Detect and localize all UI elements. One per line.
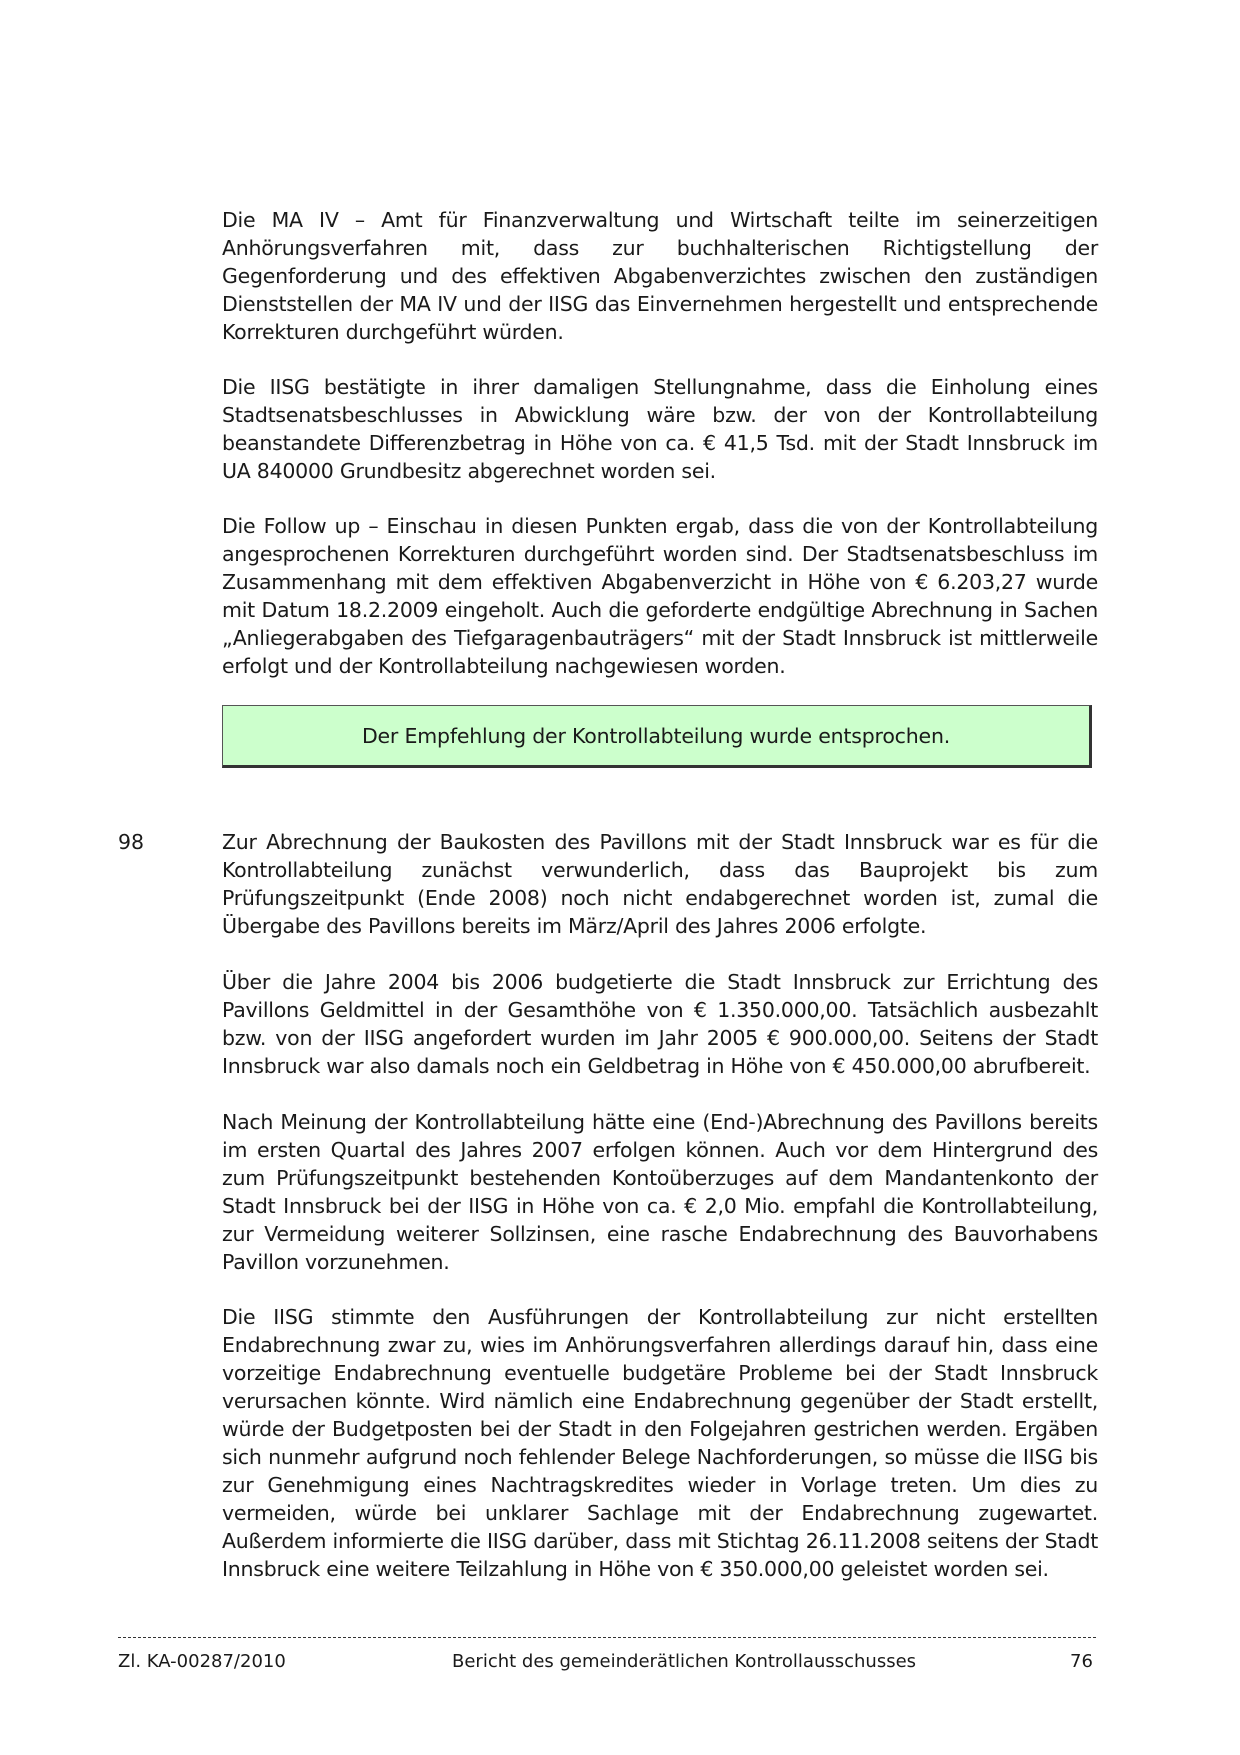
recommendation-box bbox=[222, 705, 1092, 768]
paragraph-budget-years: Über die Jahre 2004 bis 2006 budgetierte die Stadt Innsbruck zur Errichtung des Pavillons Geldmittel in der Gesamthöhe von € 1.350.000,00. Tatsächlich ausbezahlt bzw. von der IISG angefordert wurden im Jahr 2005 € 900.000,00. Seitens der Stadt Innsbruck war also damals noch ein Geldbetrag in Höhe von € 450.000,00 abrufbereit. bbox=[222, 970, 1098, 1078]
footer-reference: Zl. KA-00287/2010 bbox=[118, 1651, 286, 1672]
recommendation-text: Der Empfehlung der Kontrollabteilung wurde entsprochen. bbox=[361, 723, 951, 748]
paragraph-pavillon-billing: Zur Abrechnung der Baukosten des Pavillons mit der Stadt Innsbruck war es für die Kontrollabteilung zunächst verwunderlich, dass das Bauprojekt bis zum Prüfungszeitpunkt (Ende 2008) noch nicht endabgerechnet worden ist, zumal die Übergabe des Pavillons bereits im März/April des Jahres 2006 erfolgte. bbox=[222, 830, 1098, 938]
footer-divider bbox=[118, 1637, 1096, 1638]
page-number: 76 bbox=[1070, 1651, 1093, 1672]
paragraph-ma-iv-statement: Die MA IV – Amt für Finanzverwaltung und Wirtschaft teilte im seinerzeitigen Anhörungsverfahren mit, dass zur buchhalterischen Richtigstellung der Gegenforderung und des effektiven Abgabenverzichtes zwischen den zuständigen Dienststellen der MA IV und der IISG das Einvernehmen hergestellt und entsprechende Korrekturen durchgeführt würden. bbox=[222, 208, 1098, 344]
section-number: 98 bbox=[118, 830, 145, 854]
paragraph-control-opinion: Nach Meinung der Kontrollabteilung hätte eine (End-)Abrechnung des Pavillons bereits im ersten Quartal des Jahres 2007 erfolgen können. Auch vor dem Hintergrund des zum Prüfungszeitpunkt bestehenden Kontoüberzuges auf dem Mandantenkonto der Stadt Innsbruck bei der IISG in Höhe von ca. € 2,0 Mio. empfahl die Kontrollabteilung, zur Vermeidung weiterer Sollzinsen, eine rasche Endabrechnung des Bauvorhabens Pavillon vorzunehmen. bbox=[222, 1110, 1098, 1274]
footer-title: Bericht des gemeinderätlichen Kontrollausschusses bbox=[452, 1651, 917, 1672]
paragraph-iisg-statement: Die IISG bestätigte in ihrer damaligen Stellungnahme, dass die Einholung eines Stadtsenatsbeschlusses in Abwicklung wäre bzw. der von der Kontrollabteilung beanstandete Differenzbetrag in Höhe von ca. € 41,5 Tsd. mit der Stadt Innsbruck im UA 840000 Grundbesitz abgerechnet worden sei. bbox=[222, 375, 1098, 483]
paragraph-iisg-response: Die IISG stimmte den Ausführungen der Kontrollabteilung zur nicht erstellten Endabrechnung zwar zu, wies im Anhörungsverfahren allerdings darauf hin, dass eine vorzeitige Endabrechnung eventuelle budgetäre Probleme bei der Stadt Innsbruck verursachen könnte. Wird nämlich eine Endabrechnung gegenüber der Stadt erstellt, würde der Budgetposten bei der Stadt in den Folgejahren gestrichen werden. Ergäben sich nunmehr aufgrund noch fehlender Belege Nachforderungen, so müsse die IISG bis zur Genehmigung eines Nachtragskredites wieder in Vorlage treten. Um dies zu vermeiden, würde bei unklarer Sachlage mit der Endabrechnung zugewartet. Außerdem informierte die IISG darüber, dass mit Stichtag 26.11.2008 seitens der Stadt Innsbruck eine weitere Teilzahlung in Höhe von € 350.000,00 geleistet worden sei. bbox=[222, 1305, 1098, 1581]
paragraph-follow-up-result: Die Follow up – Einschau in diesen Punkten ergab, dass die von der Kontrollabteilung angesprochenen Korrekturen durchgeführt worden sind. Der Stadtsenatsbeschluss im Zusammenhang mit dem effektiven Abgabenverzicht in Höhe von € 6.203,27 wurde mit Datum 18.2.2009 eingeholt. Auch die geforderte endgültige Abrechnung in Sachen „Anliegerabgaben des Tiefgaragenbauträgers“ mit der Stadt Innsbruck ist mittlerweile erfolgt und der Kontrollabteilung nachgewiesen worden. bbox=[222, 514, 1098, 678]
